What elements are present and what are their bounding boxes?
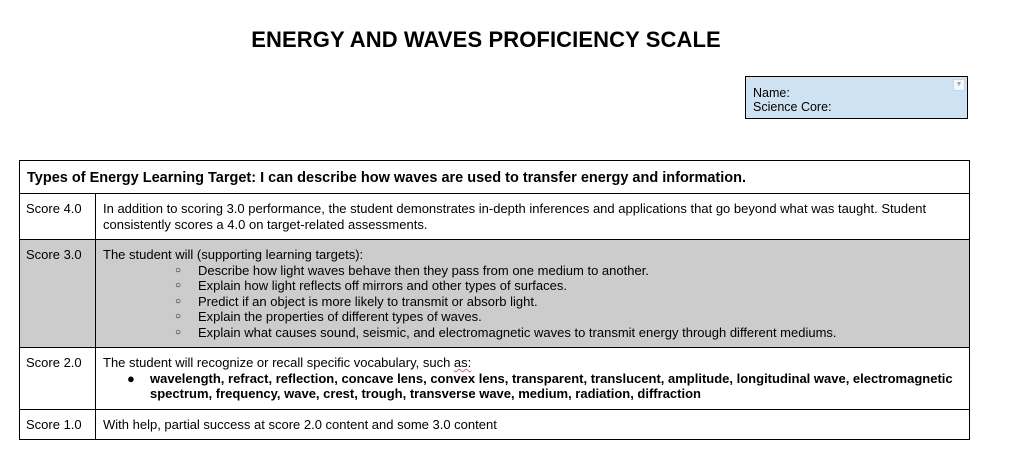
vocabulary-terms: wavelength, refract, reflection, concave lens, convex lens, transparent, translucent, amplitude, longitudinal wave, electromagnetic spectrum, frequency, wave, crest, trough, transverse wave, medium, radiation, diffraction — [150, 370, 953, 401]
score-3-intro: The student will (supporting learning targets): — [103, 247, 364, 262]
circle-bullet-icon: ○ — [175, 280, 182, 291]
chevron-down-icon[interactable]: ▼ — [953, 79, 965, 91]
learning-target-header: Types of Energy Learning Target: I can describe how waves are used to transfer energy and information. — [20, 161, 970, 194]
circle-bullet-icon: ○ — [175, 326, 182, 338]
score-label: Score 2.0 — [20, 348, 96, 410]
circle-bullet-icon: ○ — [175, 264, 182, 276]
list-item: ○ Describe how light waves behave then they pass from one medium to another. — [175, 262, 649, 278]
score-label: Score 3.0 — [20, 240, 96, 348]
science-core-label: Science Core: — [753, 100, 832, 114]
circle-bullet-icon: ○ — [175, 295, 182, 307]
name-info-box[interactable] — [745, 76, 968, 119]
vocabulary-list — [103, 371, 962, 402]
circle-bullet-icon: ○ — [175, 311, 182, 322]
score-1-description: With help, partial success at score 2.0 content and some 3.0 content — [96, 409, 970, 440]
page-title: ENERGY AND WAVES PROFICIENCY SCALE — [251, 27, 721, 52]
score-label: Score 4.0 — [20, 194, 96, 240]
name-label: Name: — [753, 86, 790, 100]
list-item — [127, 371, 962, 402]
table-header-row — [20, 161, 970, 194]
score-3-row — [20, 240, 970, 348]
dot-bullet-icon: ● — [127, 370, 135, 386]
score-2-row — [20, 348, 970, 410]
list-item: ○ Predict if an object is more likely to transmit or absorb light. — [175, 293, 538, 309]
list-item: ○ Explain what causes sound, seismic, and electromagnetic waves to transmit energy through different mediums. — [175, 324, 837, 340]
score-4-description: In addition to scoring 3.0 performance, the student demonstrates in-depth inferences and applications that go beyond what was taught. Student consistently scores a 4.0 on target-related assessments. — [96, 194, 970, 240]
score-2-description — [96, 348, 970, 410]
list-item: ○ Explain the properties of different types of waves. — [175, 309, 482, 324]
proficiency-scale-table — [19, 160, 970, 440]
score-1-row — [20, 409, 970, 440]
score-label: Score 1.0 — [20, 409, 96, 440]
score-2-intro: The student will recognize or recall specific vocabulary, such as: — [103, 355, 472, 370]
spellcheck-flagged-word[interactable]: as: — [453, 355, 472, 370]
list-item: ○ Explain how light reflects off mirrors and other types of surfaces. — [175, 278, 567, 293]
supporting-targets-list — [103, 263, 962, 341]
score-4-row — [20, 194, 970, 240]
score-3-description — [96, 240, 970, 348]
